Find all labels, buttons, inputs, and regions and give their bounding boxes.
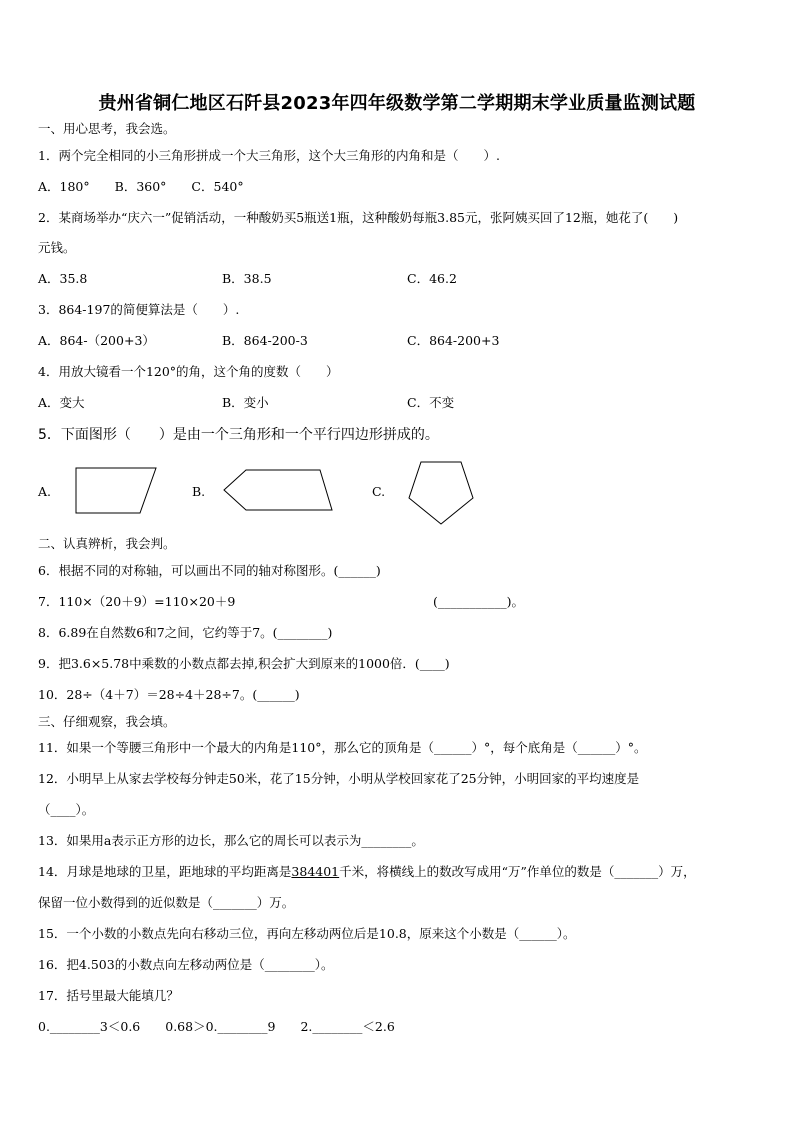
question-5-option-a-label: A. bbox=[38, 484, 52, 499]
question-8: 8．6.89在自然数6和7之间，它约等于7。(________) bbox=[38, 625, 333, 640]
question-12-line-1: 12．小明早上从家去学校每分钟走50米，花了15分钟，小明从学校回家花了25分钟，小明回家的平均速度是 bbox=[38, 771, 640, 786]
question-1-options: A．180° B．360° C．540° bbox=[38, 179, 244, 194]
question-4: 4．用放大镜看一个120°的角，这个角的度数（ ） bbox=[38, 364, 339, 379]
question-7-answer-blank: (___________)。 bbox=[433, 594, 525, 609]
question-4-option-a: A．变大 bbox=[38, 395, 85, 410]
page-title: 贵州省铜仁地区石阡县2023年四年级数学第二学期期末学业质量监测试题 bbox=[98, 93, 696, 114]
question-9: 9．把3.6×5.78中乘数的小数点都去掉,积会扩大到原来的1000倍．(____) bbox=[38, 656, 450, 671]
question-1: 1．两个完全相同的小三角形拼成一个大三角形，这个大三角形的内角和是（ ）. bbox=[38, 148, 500, 163]
question-17: 17．括号里最大能填几？ bbox=[38, 988, 179, 1003]
question-6: 6．根据不同的对称轴，可以画出不同的轴对称图形。(______) bbox=[38, 563, 381, 578]
question-13: 13．如果用a表示正方形的边长，那么它的周长可以表示为________。 bbox=[38, 833, 424, 848]
question-4-option-b: B．变小 bbox=[222, 395, 269, 410]
question-14-text-a: 14．月球是地球的卫星，距地球的平均距离是 bbox=[38, 864, 292, 879]
question-5-option-c-label: C. bbox=[372, 484, 386, 499]
underlined-number: 384401 bbox=[291, 864, 340, 879]
question-2-option-a: A．35.8 bbox=[38, 271, 88, 286]
question-14-line-2: 保留一位小数得到的近似数是（_______）万。 bbox=[38, 895, 295, 910]
regular-pentagon-shape bbox=[405, 458, 477, 528]
question-14-line-1 bbox=[38, 864, 696, 880]
section-1-heading: 一、用心思考，我会选。 bbox=[38, 121, 176, 136]
question-3: 3．864-197的简便算法是（ ）. bbox=[38, 302, 240, 317]
parallelogram-shape bbox=[70, 466, 160, 516]
question-2-option-b: B．38.5 bbox=[222, 271, 272, 286]
question-3-option-b: B．864-200-3 bbox=[222, 333, 308, 348]
question-2-option-c: C．46.2 bbox=[407, 271, 457, 286]
section-3-heading: 三、仔细观察，我会填。 bbox=[38, 714, 176, 729]
question-11: 11．如果一个等腰三角形中一个最大的内角是110°，那么它的顶角是（______）°，每个底角是（______）°。 bbox=[38, 740, 647, 755]
question-16: 16．把4.503的小数点向左移动两位是（________）。 bbox=[38, 957, 334, 972]
question-15: 15．一个小数的小数点先向右移动三位，再向左移动两位后是10.8，原来这个小数是（______）。 bbox=[38, 926, 576, 941]
question-2-line-1: 2．某商场举办“庆六一”促销活动，一种酸奶买5瓶送1瓶，这种酸奶每瓶3.85元，张阿姨买回了12瓶，她花了( ) bbox=[38, 210, 679, 225]
question-5: 5．下面图形（ ）是由一个三角形和一个平行四边形拼成的。 bbox=[38, 427, 439, 443]
question-10: 10．28÷（4＋7）＝28÷4＋28÷7。(______) bbox=[38, 687, 300, 702]
section-2-heading: 二、认真辨析，我会判。 bbox=[38, 536, 176, 551]
question-12-line-2: （____）。 bbox=[38, 802, 95, 817]
question-4-option-c: C．不变 bbox=[407, 395, 455, 410]
question-17-items: 0.________3＜0.6 0.68＞0.________9 2.________＜2.6 bbox=[38, 1019, 395, 1034]
pentagon-arrow-shape bbox=[220, 468, 338, 514]
question-5-option-b-label: B. bbox=[192, 484, 206, 499]
question-3-option-c: C．864-200+3 bbox=[407, 333, 500, 348]
question-2-line-2: 元钱。 bbox=[38, 240, 76, 255]
question-3-option-a: A．864-（200+3） bbox=[38, 333, 155, 348]
question-7: 7．110×（20＋9）=110×20＋9 bbox=[38, 594, 236, 609]
question-14-text-b: 千米，将横线上的数改写成用“万”作单位的数是（_______）万， bbox=[339, 864, 696, 879]
